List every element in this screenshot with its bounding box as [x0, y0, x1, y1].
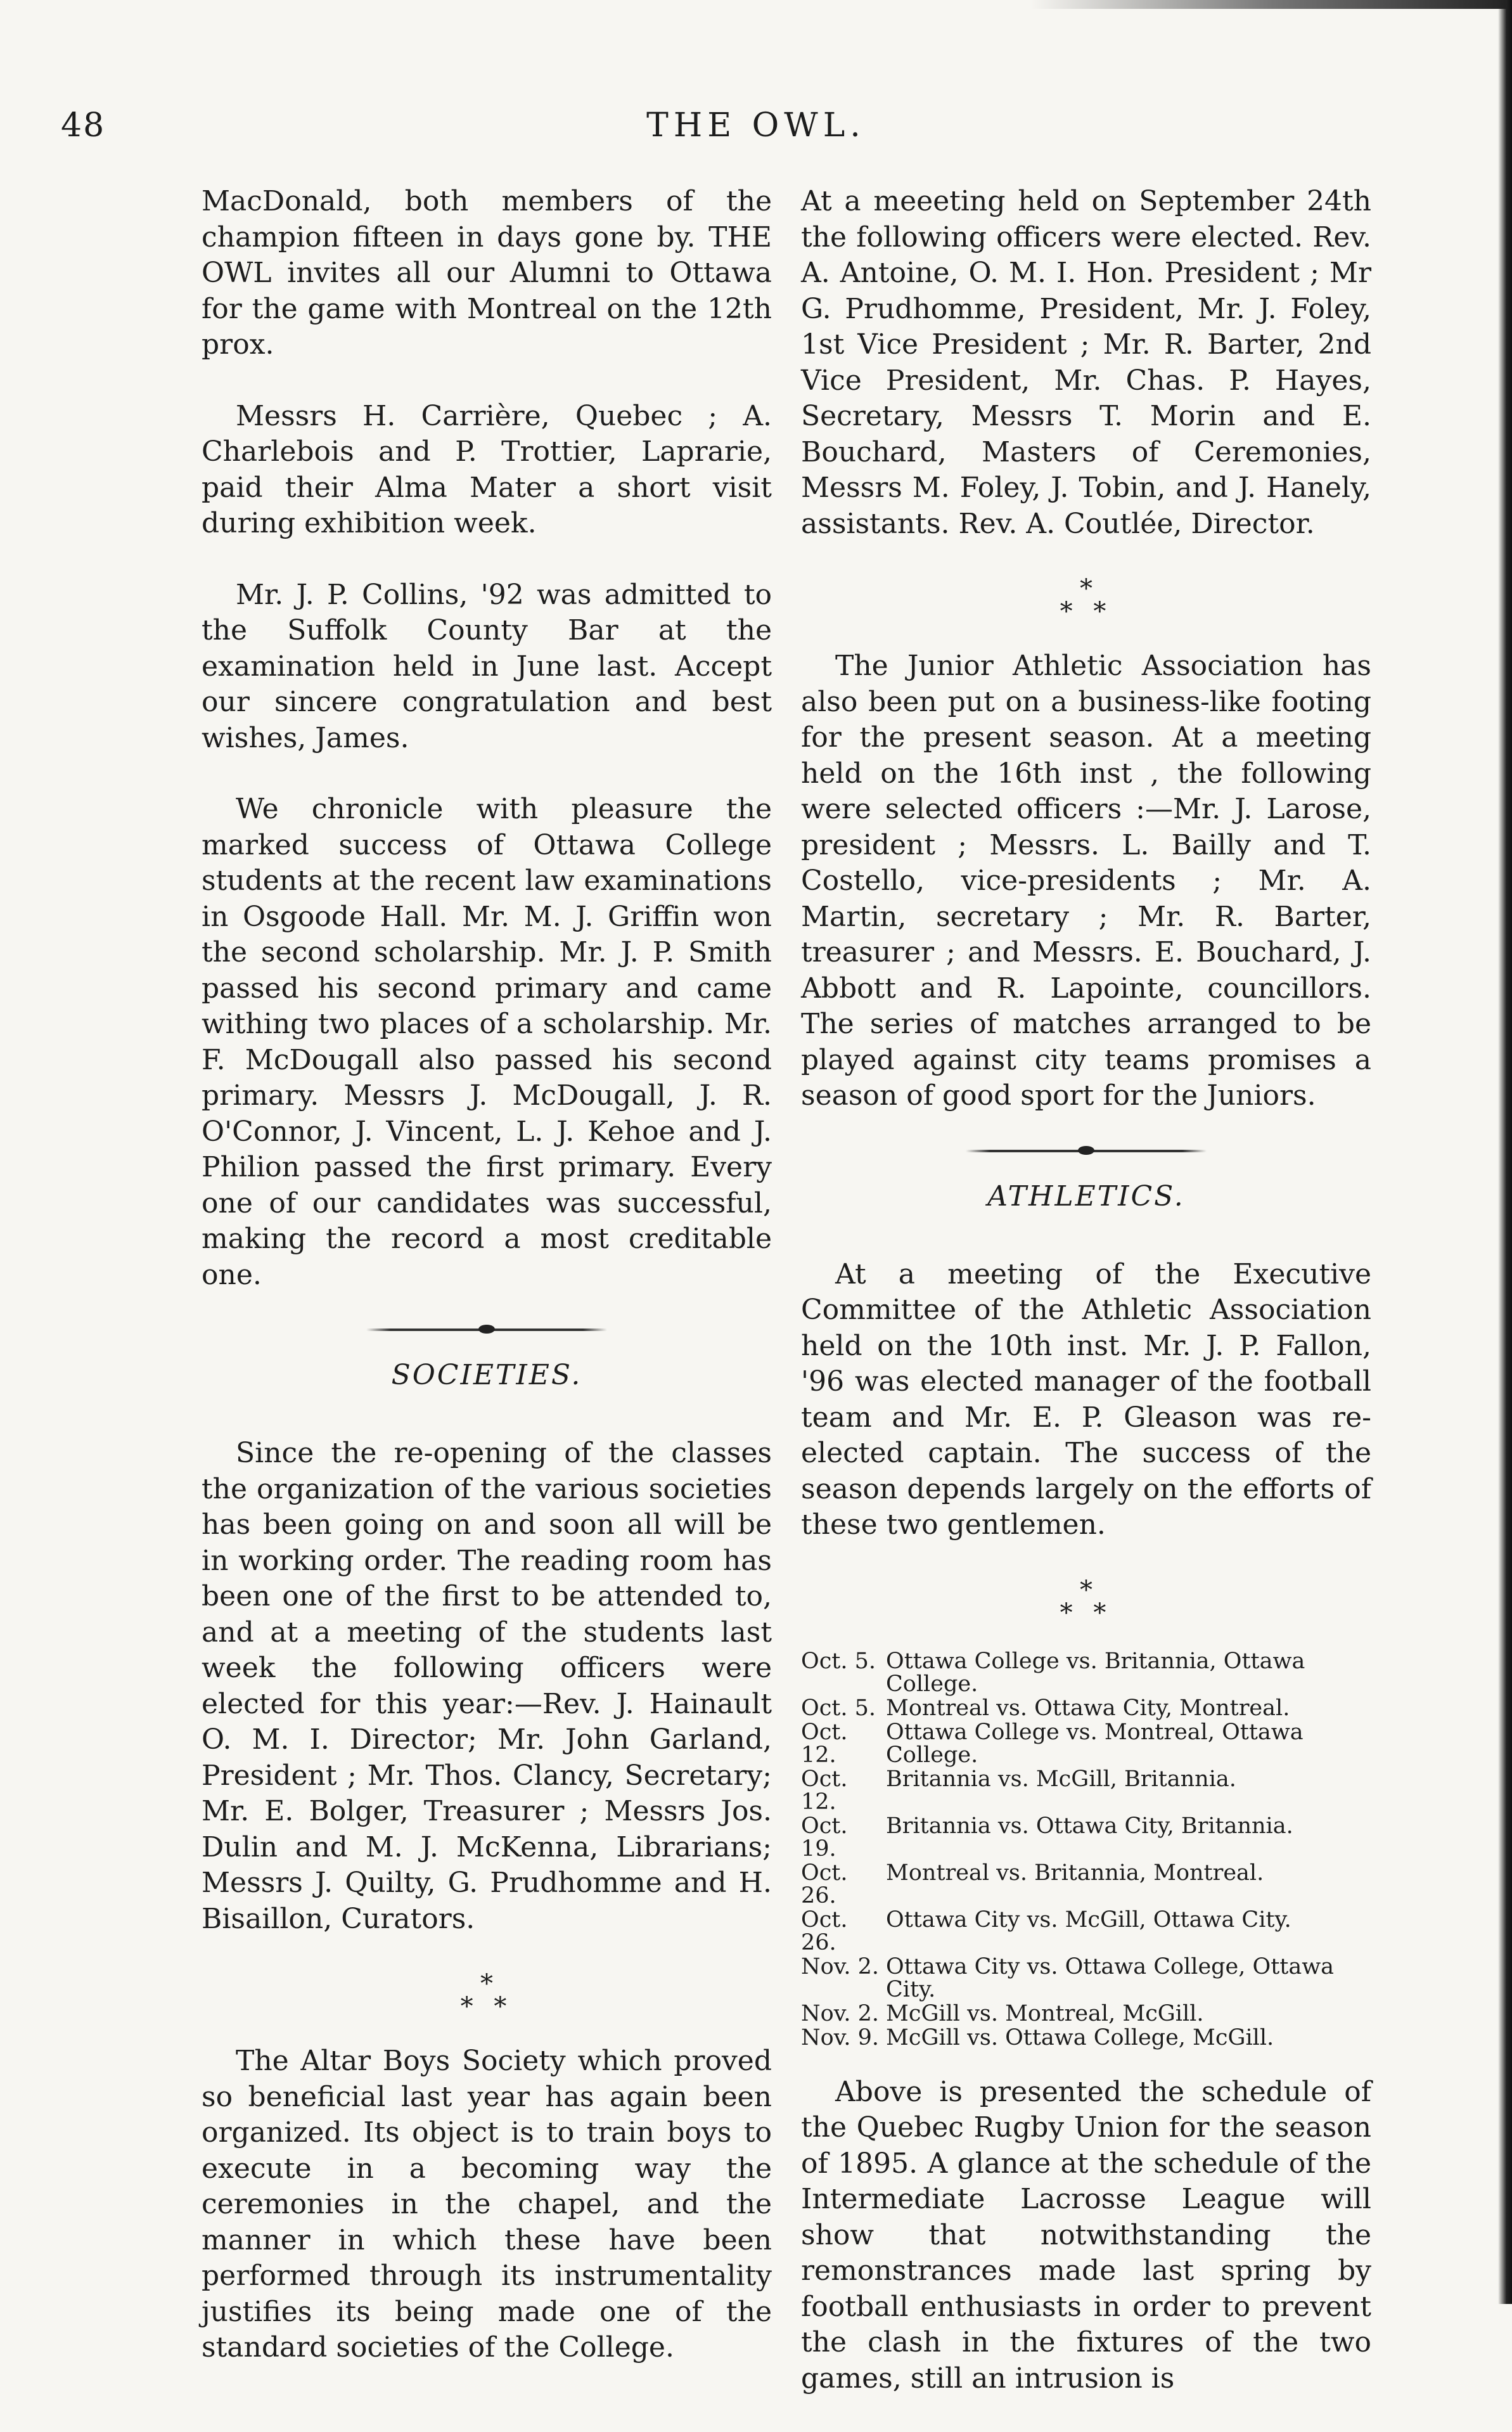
left-column	[202, 184, 772, 2402]
asterism	[801, 1575, 1371, 1628]
schedule-date: Oct. 12.	[801, 1766, 848, 1815]
right-column	[801, 184, 1371, 2432]
asterism	[801, 574, 1371, 626]
paragraph-alumni-invite: MacDonald, both members of the champion fifteen in days gone by. THE OWL invites all our Alumni to Ottawa for the game with Montreal on the 12th prox.	[202, 185, 772, 361]
athletics-heading: ATHLETICS.	[987, 1180, 1185, 1213]
schedule-row	[801, 1721, 1371, 1766]
paragraph-rugby-schedule: Above is presented the schedule of the Quebec Rugby Union for the season of 1895. A glance at the schedule of the Intermediate Lacrosse League will show that notwithstanding the remonstrances made last spring by football enthusiasts in order to prevent the clash in the fixtures of the two games, still an intrusion is	[801, 2075, 1371, 2395]
asterism-top: *	[1080, 574, 1092, 603]
running-title: THE OWL.	[646, 106, 866, 145]
paragraph-collins: Mr. J. P. Collins, '92 was admitted to the Suffolk County Bar at the examination held in June last. Accept our sincere congratulation and best wishes, James.	[202, 578, 772, 754]
schedule-match: Ottawa City vs. McGill, Ottawa City.	[886, 1907, 1291, 1933]
schedule-row	[801, 1650, 1371, 1695]
paragraph-junior-athletic: The Junior Athletic Association has also been put on a business-like footing for the present season. At a meeting held on the 16th inst , the following were selected officers :—Mr. J. Larose, president ; Messrs. L. Bailly and T. Costello, vice-presidents ; Mr. A. Martin, secretary ; Mr. R. Barter, treasurer ; and Messrs. E. Bouchard, J. Abbott and R. Lapointe, councillors. The series of matches arranged to be played against city teams promises a season of good sport for the Juniors.	[801, 650, 1371, 1112]
schedule-row	[801, 1908, 1371, 1954]
schedule-row	[801, 1815, 1371, 1860]
schedule-date: Oct. 19.	[801, 1813, 848, 1862]
scan-artifact-top	[1030, 0, 1512, 9]
asterism-bottom: * *	[1060, 597, 1113, 626]
schedule-date: Oct. 26.	[801, 1860, 848, 1908]
schedule-row	[801, 2002, 1371, 2025]
asterism-bottom: * *	[1060, 1598, 1113, 1628]
schedule-match: Ottawa City vs. Ottawa College, Ottawa City.	[886, 1953, 1335, 2002]
scan-artifact-edge	[1498, 0, 1512, 2304]
paragraph-officers-meeting: At a meeeting held on September 24th the following officers were elected. Rev. A. Antoine, O. M. I. Hon. President ; Mr G. Prudhomme, President, Mr. J. Foley, 1st Vice President ; Mr. R. Barter, 2nd Vice President, Mr. Chas. P. Hayes, Secretary, Messrs T. Morin and E. Bouchard, Masters of Ceremonies, Messrs M. Foley, J. Tobin, and J. Hanely, assistants. Rev. A. Coutlée, Director.	[801, 185, 1371, 540]
paragraph-law-exams: We chronicle with pleasure the marked success of Ottawa College students at the recent law examinations in Osgoode Hall. Mr. M. J. Griffin won the second scholarship. Mr. J. P. Smith passed his second primary and came withing two places of a scholarship. Mr. F. McDougall also passed his second primary. Messrs J. McDougall, J. R. O'Connor, J. Vincent, L. J. Kehoe and J. Philion passed the first primary. Every one of our candidates was successful, making the record a most creditable one.	[202, 793, 772, 1291]
schedule-row	[801, 1862, 1371, 1907]
rugby-schedule	[801, 1650, 1371, 2049]
schedule-row	[801, 1955, 1371, 2001]
paragraph-altar-boys: The Altar Boys Society which proved so beneficial last year has again been organized. Its object is to train boys to execute in a becoming way the ceremonies in the chapel, and the manner in which these have been performed through its instrumentality justifies its being made one of the standard societies of the College.	[202, 2045, 772, 2364]
schedule-match: Montreal vs. Ottawa City, Montreal.	[886, 1695, 1290, 1721]
schedule-match: McGill vs. Ottawa College, McGill.	[886, 2024, 1274, 2050]
schedule-date: Oct. 26.	[801, 1907, 848, 1955]
section-divider	[966, 1150, 1207, 1152]
paragraph-visitors: Messrs H. Carrière, Quebec ; A. Charlebois and P. Trottier, Laprarie, paid their Alma Mater a short visit during exhibition week.	[202, 399, 772, 539]
paragraph-executive-committee: At a meeting of the Executive Committee of the Athletic Association held on the 10th inst. Mr. J. P. Fallon, '96 was elected manager of the football team and Mr. E. P. Gleason was re-elected captain. The success of the season depends largely on the efforts of these two gentlemen.	[801, 1258, 1371, 1541]
schedule-date: Nov. 2.	[801, 2000, 879, 2026]
schedule-match: Ottawa College vs. Britannia, Ottawa College.	[886, 1648, 1305, 1697]
asterism-top: *	[1080, 1575, 1092, 1605]
schedule-match: Britannia vs. McGill, Britannia.	[886, 1766, 1236, 1792]
schedule-match: McGill vs. Montreal, McGill.	[886, 2000, 1204, 2026]
schedule-date: Oct. 5.	[801, 1695, 876, 1721]
section-divider	[366, 1329, 607, 1331]
asterism	[202, 1969, 772, 2021]
societies-heading: SOCIETIES.	[391, 1359, 582, 1391]
asterism-top: *	[480, 1969, 493, 1998]
schedule-row	[801, 1697, 1371, 1720]
asterism-bottom: * *	[460, 1992, 513, 2021]
schedule-date: Nov. 9.	[801, 2024, 879, 2050]
schedule-date: Oct. 12.	[801, 1719, 848, 1768]
schedule-match: Britannia vs. Ottawa City, Britannia.	[886, 1813, 1293, 1839]
paragraph-reading-room: Since the re-opening of the classes the organization of the various societies has been going on and soon all will be in working order. The reading room has been one of the first to be attended to, and at a meeting of the students last week the following officers were elected for this year:—Rev. J. Hainault O. M. I. Director; Mr. John Garland, President ; Mr. Thos. Clancy, Secretary; Mr. E. Bolger, Treasurer ; Messrs Jos. Dulin and M. J. McKenna, Librarians; Messrs J. Quilty, G. Prudhomme and H. Bisaillon, Curators.	[202, 1437, 772, 1935]
page-number: 48	[61, 106, 106, 145]
schedule-date: Oct. 5.	[801, 1648, 876, 1674]
schedule-match: Montreal vs. Britannia, Montreal.	[886, 1860, 1264, 1886]
schedule-row	[801, 1768, 1371, 1813]
schedule-match: Ottawa College vs. Montreal, Ottawa College.	[886, 1719, 1304, 1768]
schedule-date: Nov. 2.	[801, 1953, 879, 1979]
schedule-row	[801, 2026, 1371, 2049]
